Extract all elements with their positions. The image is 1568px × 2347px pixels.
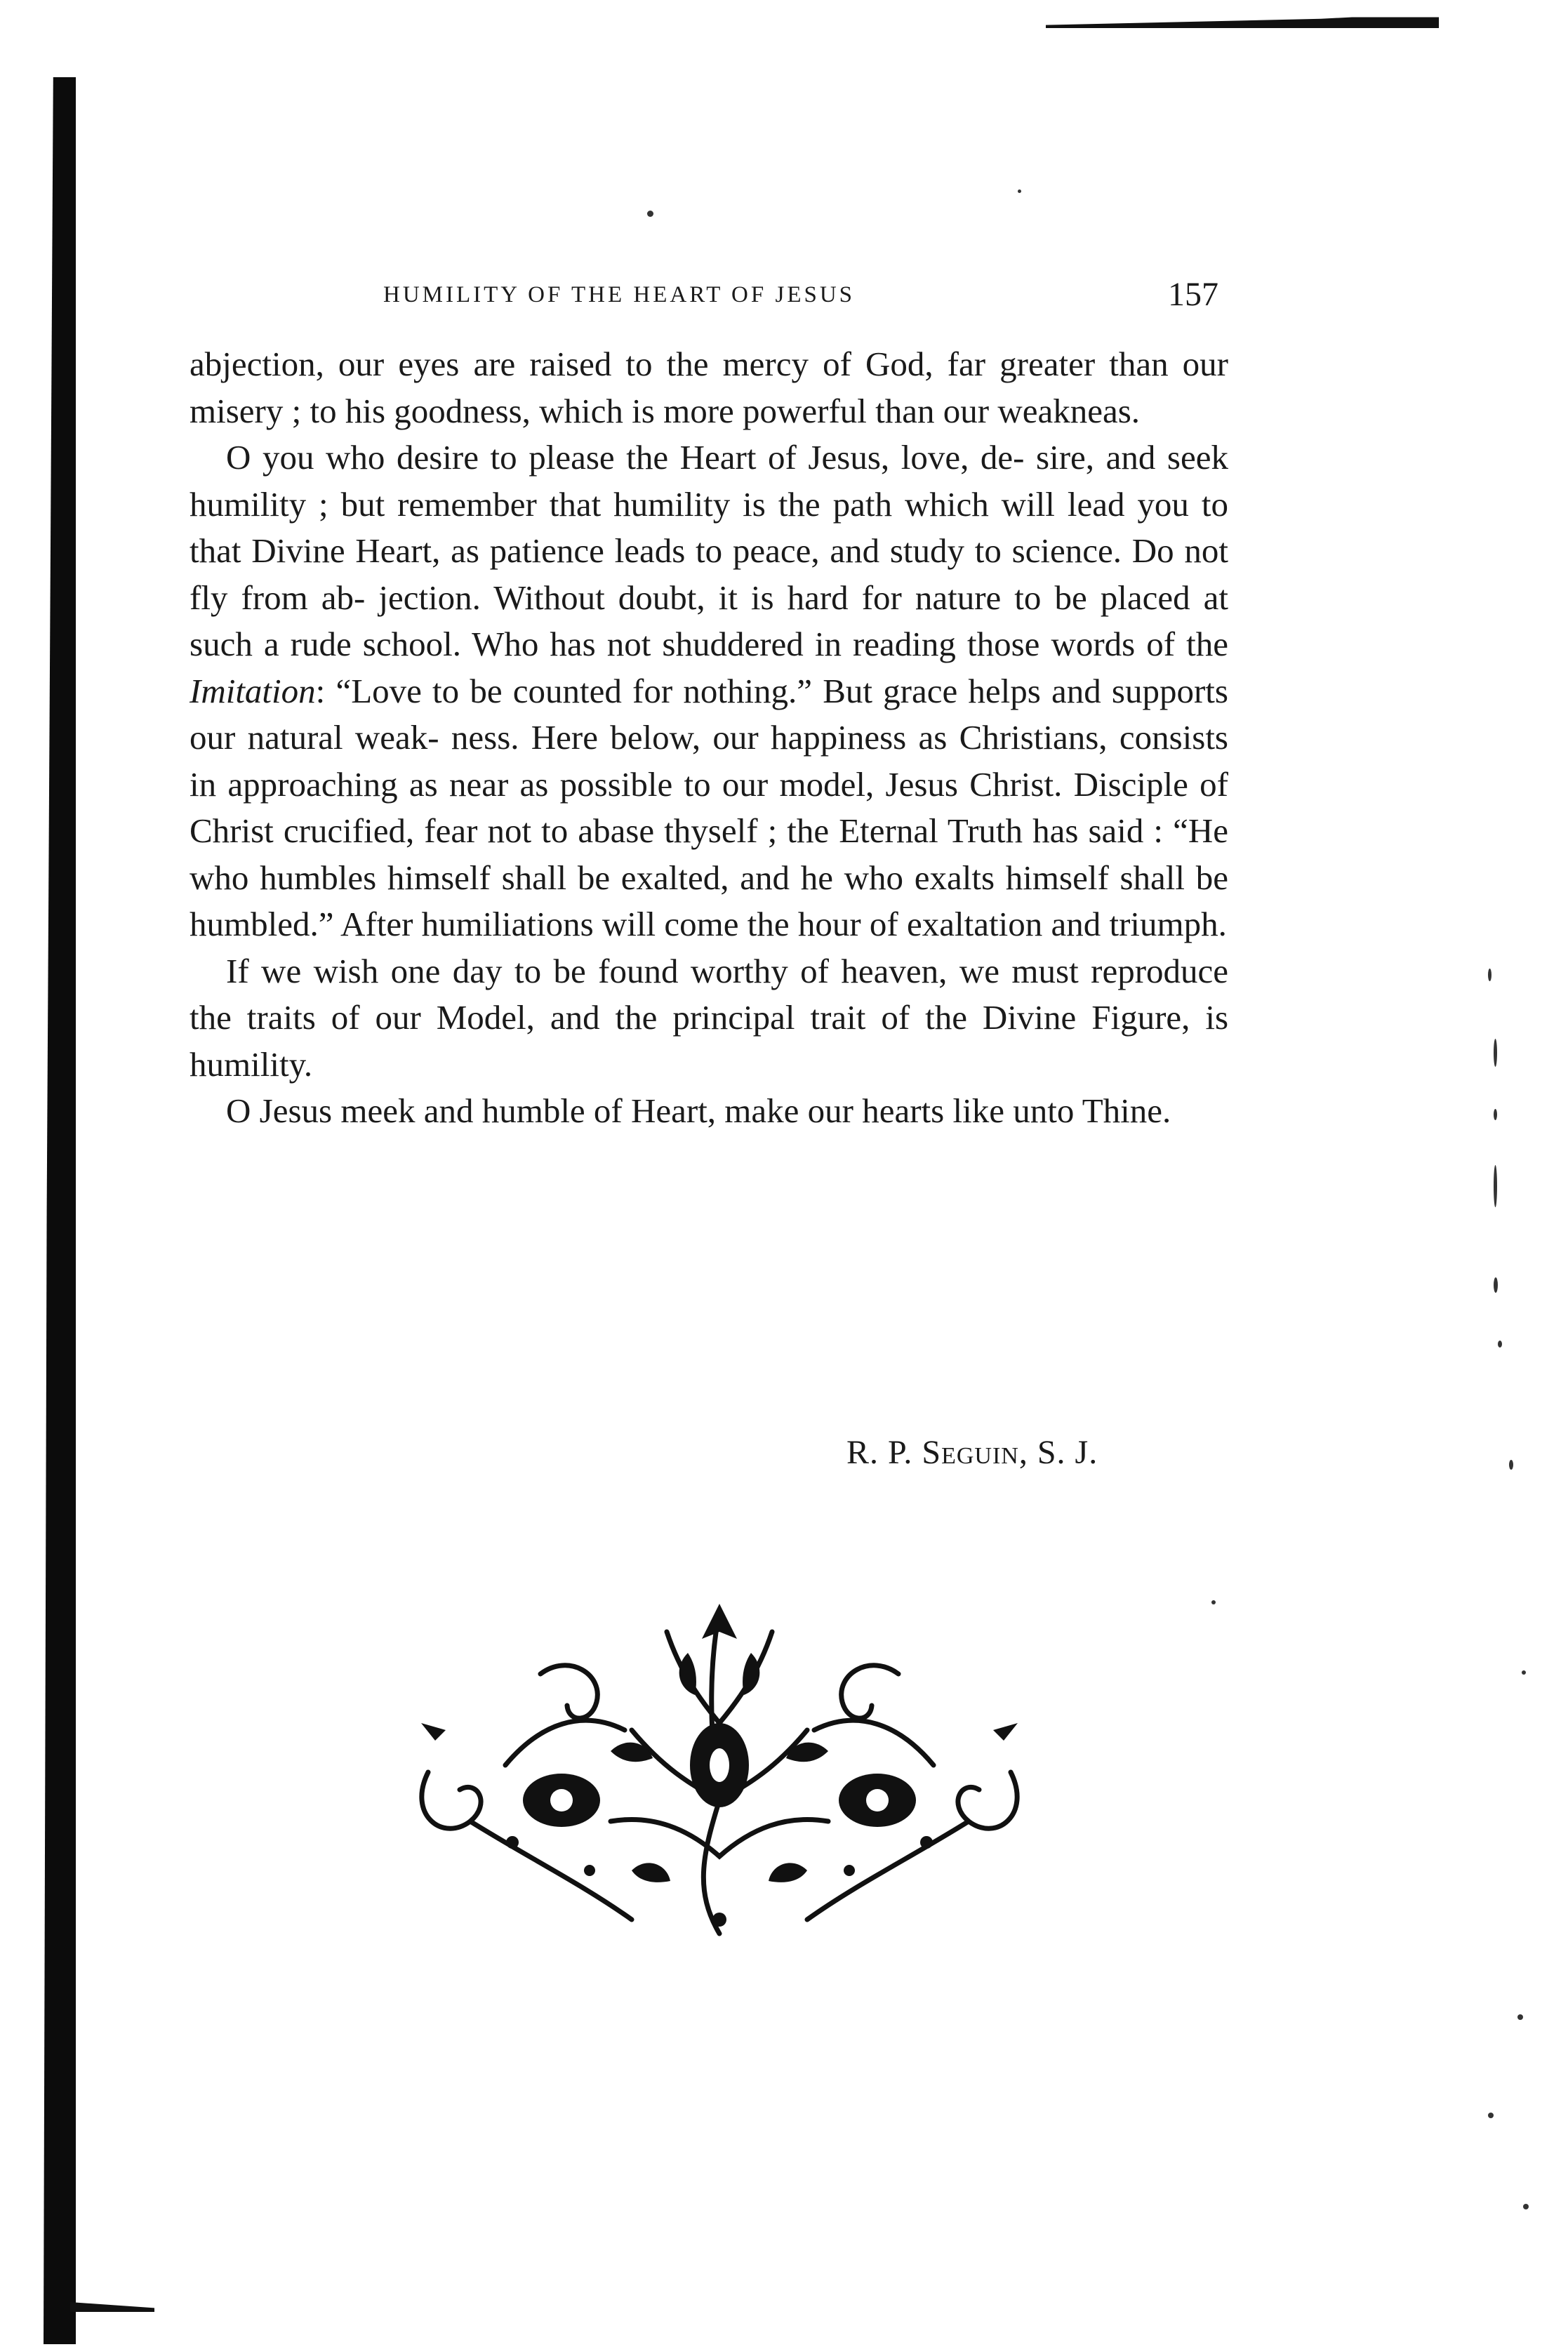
scan-speck <box>1494 1039 1497 1067</box>
text-line: O you who desire to please the Heart of Jesus, love, de- <box>226 438 1025 477</box>
scan-speck <box>1523 2204 1529 2209</box>
text-line: greater than our misery ; to his goodness, which is more <box>190 345 1229 430</box>
text-line: those words of the <box>966 625 1228 663</box>
text-line: sire, and seek humility ; but remember that humility is the <box>190 438 1228 524</box>
text-line: must reproduce the traits of our Model, and the principal <box>190 951 1229 1037</box>
running-head: HUMILITY OF THE HEART OF JESUS <box>383 282 856 307</box>
text-line: abjection, our eyes are raised to the mercy of God, far <box>190 345 986 383</box>
text-line: leads to peace, and study to science. Do not fly from ab- <box>190 531 1228 617</box>
paragraph-1 <box>190 341 1228 434</box>
author-signature <box>846 1433 1098 1472</box>
text-line: jection. Without doubt, it is hard for nature to be placed <box>378 578 1190 617</box>
text-line: After humiliations will come the hour of exaltation and <box>340 905 1101 943</box>
text-line: If we wish one day to be found worthy of heaven, we <box>226 951 999 990</box>
scan-speck <box>1494 1109 1497 1120</box>
paragraph-3 <box>190 948 1228 1089</box>
scan-speck <box>1018 190 1021 193</box>
signature-suffix: , S. J. <box>1018 1434 1098 1471</box>
text-line: approaching as near as possible to our model, Jesus Christ. <box>227 764 1063 804</box>
scan-speck <box>1498 1341 1502 1348</box>
scan-edge-left-tip <box>70 2302 154 2312</box>
text-line: powerful than our weakneas. <box>743 391 1141 430</box>
scan-edge-top <box>1046 13 1439 28</box>
scan-speck <box>1488 969 1491 981</box>
floral-tailpiece-icon <box>400 1590 1039 1944</box>
scan-speck <box>1211 1600 1216 1604</box>
page-number: 157 <box>1168 276 1218 313</box>
scan-speck <box>647 211 653 217</box>
text-line: O Jesus meek and humble of Heart, make our hearts like <box>226 1091 1004 1130</box>
signature-surname: Seguin <box>922 1434 1019 1471</box>
text-line: at such a rude school. Who has not shuddered in reading <box>190 578 1228 663</box>
paragraph-2 <box>190 434 1228 948</box>
page-header <box>383 275 1218 324</box>
text-line: path which will lead you to that Divine Heart, as patience <box>190 484 1228 570</box>
text-line: : “Love to be counted for <box>315 671 673 710</box>
paragraph-4 <box>190 1088 1228 1135</box>
scan-edge-left <box>44 77 76 2344</box>
text-line: unto Thine. <box>1013 1091 1171 1130</box>
text-line: be exalted, and he who exalts himself shall be humbled.” <box>190 858 1228 943</box>
scan-speck <box>1488 2113 1494 2118</box>
scan-speck <box>1522 1670 1526 1675</box>
scan-speck <box>1509 1460 1513 1470</box>
scan-speck <box>1494 1165 1497 1207</box>
scan-speck <box>1494 1277 1498 1293</box>
text-line: triumph. <box>1109 905 1227 943</box>
book-title: Imitation <box>190 671 316 710</box>
signature-initials: R. P. <box>846 1434 913 1471</box>
text-line: Disciple of Christ crucified, fear not to abase thyself ; the <box>190 764 1228 850</box>
scan-speck <box>1517 2014 1523 2020</box>
text-line: trait of the Divine Figure, is humility. <box>190 998 1229 1084</box>
text-line: ness. Here below, our happiness as Christians, consists in <box>190 718 1229 804</box>
text-line: Eternal Truth has said : “He who humbles himself shall <box>190 811 1228 897</box>
body-text <box>190 341 1228 1135</box>
text-line: nothing.” But grace helps and supports our natural weak- <box>190 671 1228 757</box>
